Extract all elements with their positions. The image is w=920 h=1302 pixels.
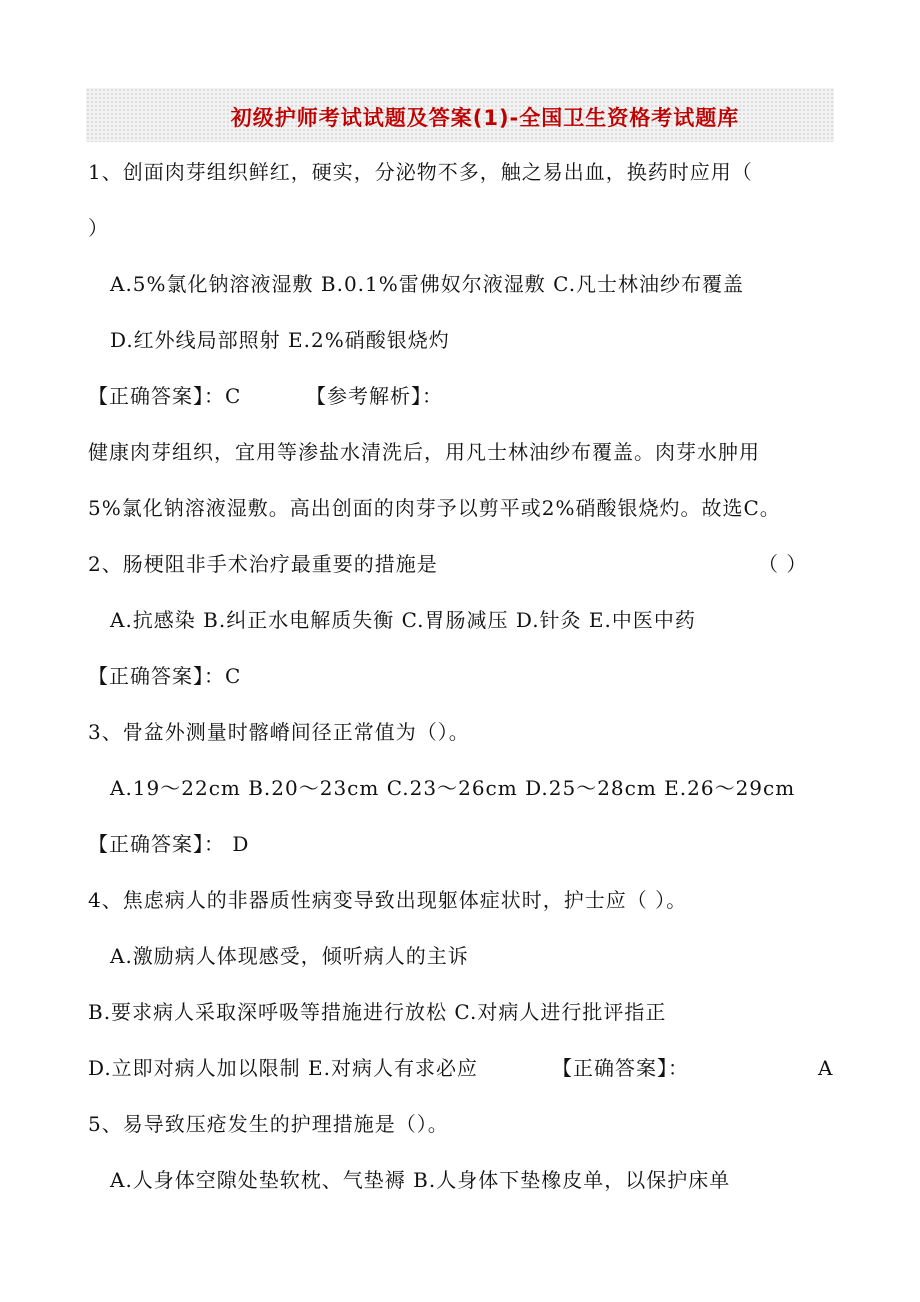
- q2-answer: 【正确答案】：C: [88, 664, 242, 688]
- q4-answer-label: 【正确答案】：: [552, 1056, 689, 1080]
- q1-explanation-line2: 5%氯化钠溶液湿敷。高出创面的肉芽予以剪平或2%硝酸银烧灼。故选C。: [88, 496, 781, 520]
- q1-answer: 【正确答案】：C: [88, 384, 242, 408]
- q2-answer-paren: （ ）: [758, 552, 808, 576]
- q1-analysis-label: 【参考解析】：: [306, 384, 443, 408]
- q4-stem: 4、焦虑病人的非器质性病变导致出现躯体症状时，护士应（ ）。: [88, 888, 688, 912]
- q3-answer: 【正确答案】： D: [88, 832, 250, 856]
- q1-options-line2: D.红外线局部照射 E.2%硝酸银烧灼: [110, 328, 450, 352]
- q1-stem-continuation: ）: [88, 216, 109, 240]
- document-title: 初级护师考试试题及答案(1)-全国卫生资格考试题库: [230, 106, 740, 130]
- q2-options: A.抗感染 B.纠正水电解质失衡 C.胃肠减压 D.针灸 E.中医中药: [110, 608, 696, 632]
- q1-stem: 1、创面肉芽组织鲜红，硬实，分泌物不多，触之易出血，换药时应用（: [88, 160, 753, 184]
- q1-explanation-line1: 健康肉芽组织，宜用等渗盐水清洗后，用凡士林油纱布覆盖。肉芽水肿用: [88, 440, 760, 464]
- q4-options-de: D.立即对病人加以限制 E.对病人有求必应: [88, 1056, 478, 1080]
- q4-options-bc: B.要求病人采取深呼吸等措施进行放松 C.对病人进行批评指正: [88, 1000, 667, 1024]
- title-band: [86, 88, 834, 142]
- q3-stem: 3、骨盆外测量时髂嵴间径正常值为（）。: [88, 720, 470, 744]
- q5-stem: 5、易导致压疮发生的护理措施是（）。: [88, 1112, 449, 1136]
- q5-options-ab: A.人身体空隙处垫软枕、气垫褥 B.人身体下垫橡皮单，以保护床单: [110, 1168, 731, 1192]
- q1-options-line1: A.5%氯化钠溶液湿敷 B.0.1%雷佛奴尔液湿敷 C.凡士林油纱布覆盖: [110, 272, 745, 296]
- q2-stem: 2、肠梗阻非手术治疗最重要的措施是: [88, 552, 438, 576]
- q3-options: A.19～22cm B.20～23cm C.23～26cm D.25～28cm E.26～29cm: [110, 776, 796, 800]
- q4-option-a: A.激励病人体现感受，倾听病人的主诉: [110, 944, 469, 968]
- q4-answer-value: A: [818, 1056, 834, 1080]
